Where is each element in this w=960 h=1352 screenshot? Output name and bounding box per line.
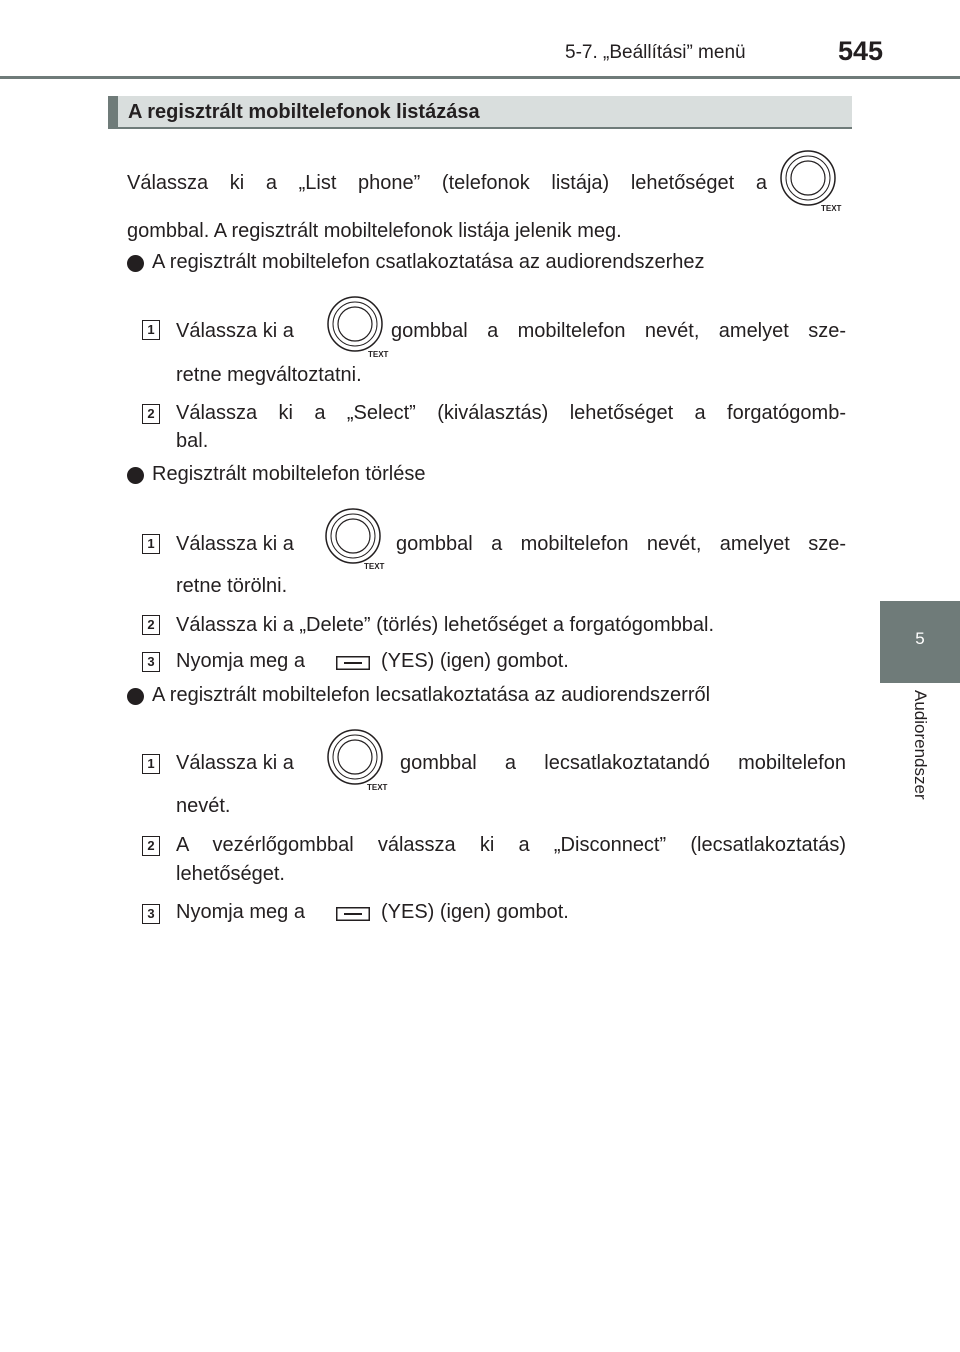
step-text: (YES) (igen) gombot. xyxy=(381,650,569,672)
bullet-icon xyxy=(127,467,144,484)
step-text: gombbal a mobiltelefon nevét, amelyet sze- xyxy=(391,320,846,342)
section-label: 5-7. „Beállítási” menü xyxy=(565,42,746,63)
yes-button-icon xyxy=(336,907,370,921)
chapter-number: 5 xyxy=(915,629,925,648)
step-text: gombbal a mobiltelefon nevét, amelyet sze- xyxy=(396,533,846,555)
step-text: Válassza ki a xyxy=(176,320,294,342)
step-text: gombbal a lecsatlakoztatandó mobiltelefon xyxy=(400,752,846,774)
step-text: Válassza ki a xyxy=(176,533,294,555)
step-number: 2 xyxy=(142,404,160,424)
tune-text-knob-icon xyxy=(778,150,842,214)
knob-label: TEXT xyxy=(367,783,388,792)
yes-button-icon xyxy=(336,656,370,670)
bullet-icon xyxy=(127,688,144,705)
step-number: 1 xyxy=(142,754,160,774)
step-text-continued: retne törölni. xyxy=(176,575,288,597)
tune-text-knob-icon xyxy=(326,296,390,360)
bullet-icon xyxy=(127,255,144,272)
step-text-continued: bal. xyxy=(176,430,209,452)
step-text-continued: lehetőséget. xyxy=(176,863,285,885)
intro-line-2: gombbal. A regisztrált mobiltelefonok listája jelenik meg. xyxy=(127,220,622,242)
step-text: Válassza ki a „Select” (kiválasztás) lehetőséget a forgatógomb- xyxy=(176,402,846,424)
step-text: Válassza ki a xyxy=(176,752,294,774)
knob-label: TEXT xyxy=(368,350,389,359)
section-1-title: A regisztrált mobiltelefon csatlakoztatása az audiorendszerhez xyxy=(152,251,705,273)
section-2-title: Regisztrált mobiltelefon törlése xyxy=(152,463,426,485)
knob-label: TEXT xyxy=(364,562,385,571)
step-text: (YES) (igen) gombot. xyxy=(381,901,569,923)
section-3-title: A regisztrált mobiltelefon lecsatlakoztatása az audiorendszerről xyxy=(152,684,711,706)
step-text-continued: retne megváltoztatni. xyxy=(176,364,362,386)
section-heading-text: A regisztrált mobiltelefonok listázása xyxy=(128,101,480,123)
page-number: 545 xyxy=(838,36,884,66)
step-number: 1 xyxy=(142,534,160,554)
step-number: 2 xyxy=(142,836,160,856)
tune-text-knob-icon xyxy=(326,729,390,793)
step-number: 1 xyxy=(142,320,160,340)
knob-label: TEXT xyxy=(821,204,842,213)
tune-text-knob-icon xyxy=(324,508,388,572)
step-text-continued: nevét. xyxy=(176,795,231,817)
chapter-title: Audiorendszer xyxy=(911,690,930,800)
step-number: 3 xyxy=(142,904,160,924)
section-heading xyxy=(108,96,852,129)
header-rule xyxy=(0,76,960,79)
step-text: Nyomja meg a xyxy=(176,901,305,923)
step-number: 2 xyxy=(142,615,160,635)
step-text: A vezérlőgombbal válassza ki a „Disconnect” (lecsatlakoztatás) xyxy=(176,834,846,856)
step-number: 3 xyxy=(142,652,160,672)
step-text: Válassza ki a „Delete” (törlés) lehetőséget a forgatógombbal. xyxy=(176,614,715,636)
intro-line-1: Válassza ki a „List phone” (telefonok listája) lehetőséget a xyxy=(127,172,767,194)
step-text: Nyomja meg a xyxy=(176,650,305,672)
chapter-tab xyxy=(880,601,960,683)
